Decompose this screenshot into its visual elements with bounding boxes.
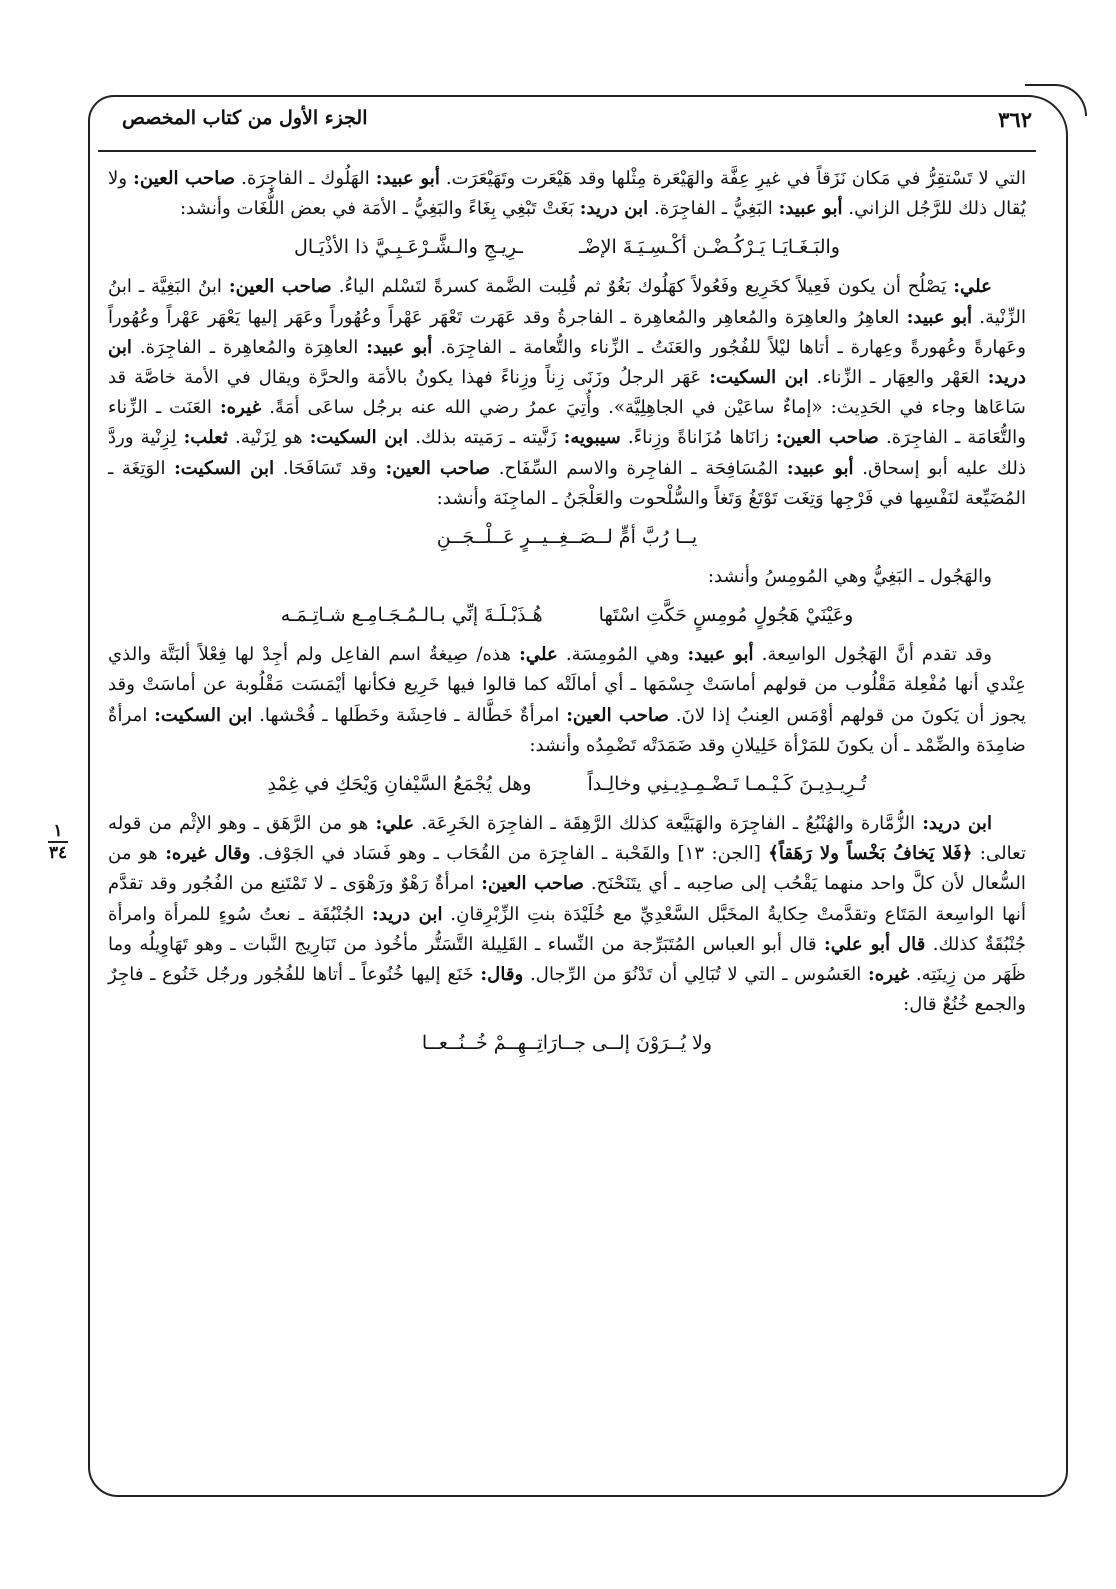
verse-3	[108, 598, 1026, 632]
verse-hemistich: هُـذَبْـلَـةَ إنِّي بـالـمُـجَـامِـع شـاتِـمَـه	[280, 604, 543, 627]
speaker: ابن السكيت:	[709, 367, 809, 389]
speaker: ابن السكيت:	[309, 427, 409, 449]
speaker: ابن دريد:	[108, 336, 1027, 389]
speaker: وقال غيره:	[165, 843, 251, 865]
speaker: صاحب العين:	[385, 457, 491, 479]
speaker: علي:	[953, 276, 992, 298]
margin-folio-bottom: ٣٤	[48, 843, 68, 863]
verse-hemistich: وهل يُجْمَعُ السَّيْفانِ وَيْحَكِ في غِمْدِ	[267, 773, 532, 796]
speaker: أبو عبيد:	[778, 198, 843, 220]
speaker: أبو عبيد:	[906, 306, 973, 328]
verse-4	[108, 767, 1026, 801]
verse-5	[108, 1026, 1026, 1060]
verse-hemistich: تُـرِيـدِيـنَ كَـيْـمـا تَـضْـمِـدِيـنِي وخالِـداً	[587, 773, 867, 796]
speaker: غيره:	[868, 964, 910, 986]
speaker: ابن دريد:	[922, 813, 993, 835]
speaker: أبو عبيد:	[366, 336, 433, 358]
speaker: قال أبو علي:	[824, 933, 926, 955]
speaker: وقال:	[480, 964, 524, 986]
running-title: الجزء الأول من كتاب المخصص	[122, 107, 368, 129]
page-number: ٣٦٢	[998, 107, 1032, 132]
speaker: علي:	[375, 813, 415, 835]
quran-quote: ﴿فَلا يَخافُ بَخْساً ولا رَهَقاً﴾	[768, 843, 973, 865]
speaker: صاحب العين:	[775, 427, 879, 449]
speaker: صاحب العين:	[566, 704, 670, 726]
speaker: غيره:	[219, 397, 262, 419]
page-body	[108, 164, 1026, 1464]
margin-folio-top: ١	[53, 821, 63, 841]
speaker: علي:	[519, 644, 558, 666]
paragraph-1: التي لا تَسْتقِرُّ في مَكان نَزَقاً في غيرِ عِفَّة والهَيْعَرة مِثْلها وقد هَيْعَرت وتَهَيْعَرَت. أبو عبيد: الهَلُوك ـ الفاجِرَة. صاحب العين: ولا يُقال ذلك للرَّجُل الزاني. أبو عبيد: البَغِيُّ ـ الفاجِرَة. ابن دريد: بَغَتْ تَبْغِي بِغَاءً والبَغِيُّ ـ الأمَة في بعض اللُّغَات وأنشد:	[108, 168, 1027, 220]
verse-hemistich: والبَـغَـايَـا يَـرْكُـضْـن أكْـسِـيَـةَ الإضْـ	[578, 236, 840, 259]
speaker: صاحب العين:	[228, 276, 332, 298]
speaker: أبو عبيد:	[687, 644, 754, 666]
speaker: صاحب العين:	[133, 168, 236, 189]
verse-hemistich: ـرِيـجِ والـشَّـرْعَـبِـيَّ ذا الأذْيَـال	[294, 236, 523, 259]
margin-folio-note	[40, 822, 76, 862]
verse-1	[108, 230, 1026, 264]
speaker: صاحب العين:	[481, 873, 585, 895]
header-divider	[98, 150, 1036, 152]
paragraph-3: والهَجُول ـ البَغِيُّ وهي المُومِسُ وأنشد:	[707, 566, 992, 588]
paragraph-5: ابن دريد: الزُّمَّارة والهُنْبُعُ ـ الفاجِرَة والهَبَيَّعة كذلك الرَّهِقَة ـ الفاجِرَة الخَرِعَة. علي: هو من الرَّهَق ـ وهو الإثْم من قوله تعالى: ﴿فَلا يَخافُ بَخْساً ولا رَهَقاً﴾ [الجن: ١٣] والقَحْبة ـ الفاجِرَة من القُحَاب ـ وهو فَسَاد في الجَوْف. وقال غيره: هو من السُّعال لأن كلَّ واحد منهما يَقْحُب إلى صاحِبه ـ أي يتَنَحْنَح. صاحب العين: امرأةٌ رَهْوٌ ورَهْوَى ـ لا تَمْتَنِع من الفُجُور وقد تقدَّم أنها الواسِعة المَتَاع وتقدَّمتْ حِكايةُ المخَبَّل السَّعْدِيِّ مع خُلَيْدَة بنتِ الزِّبْرِقانِ. ابن دريد: الجُنْبُقَة ـ نعتُ سُوءٍ للمرأة وامرأة جُنْبُقَةٌ كذلك. قال أبو علي: قال أبو العباس المُتَبَرِّجة من النِّساء ـ القَلِيلة التَّسَتُّر مأخُوذ من تَبَارِيج النَّبات ـ وهو تَهَاوِيلُه وما ظَهَر من زِينَتِه. غيره: العَسُوس ـ التي لا تُبَالِي أن تَدْنُوَ من الرِّجال. وقال: خَنَع إليها خُنُوعاً ـ أتاها للفُجُور ورجُل خَنُوع ـ فاجِرٌ والجمع خُنُعٌ قال:	[108, 813, 1027, 1016]
verse-hemistich: وعَيْنَيْ هَجُولٍ مُومِسٍ حَكَّتِ اسْتَها	[598, 604, 854, 627]
page-header	[110, 103, 1050, 147]
speaker: ثعلب:	[183, 427, 229, 449]
speaker: أبو عبيد:	[375, 168, 440, 189]
speaker: ابن السكيت:	[174, 457, 275, 479]
verse-2	[108, 520, 1026, 554]
verse-hemistich: ولا يُــرَوْنَ إلــى جــارَاتِــهِــمْ خُــنُــعــا	[421, 1032, 713, 1055]
speaker: ابن دريد:	[372, 903, 443, 925]
paragraph-4: وقد تقدم أنَّ الهَجُول الواسِعة. أبو عبيد: وهي المُومِسَة. علي: هذه/ صِيغةُ اسم الفاعِل ولم أجِدْ لها فِعْلاً ألبَتَّة والذي عِنْدي أنها مُفْعِلة مَقْلُوب من قولهم أماسَتْ جِسْمَها ـ أي أمالَتْه كما قالوا فيها خَرِيع فكأنها أيْمَسَت مَقْلُوبة عن أماسَتْ وقد يجوز أن يَكونَ من قولهم أوْمَس العِنبُ إذا لانَ. صاحب العين: امرأةٌ خَطَّالة ـ فاحِشَة وخَطَلها ـ فُحْشها. ابن السكيت: امرأةٌ ضامِدَة والضِّمْد ـ أن يكونَ للمَرْأة خَلِيلانِ وقد ضَمَدَتْه تَضْمِدُه وأنشد:	[108, 644, 1026, 756]
paragraph-2: علي: يَصْلُح أن يكون فَعِيلاً كخَرِيع وفَعُولاً كهَلُوك بَغُوٌ ثم قُلِبت الضَّمة كسرةً لتَسْلم الياءُ. صاحب العين: ابنُ البَغِيَّة ـ ابنُ الزِّنْية. أبو عبيد: العاهِرُ والعاهِرَة والمُعاهِر والمُعاهِرة ـ الفاجرةُ وقد عَهَرت تَعْهَر عَهْراً وعُهُوراً وعَهَر إليها يَعْهَر عَهْراً وعُهُوراً وعَهارةً وعُهورةً وعِهارة ـ أتاها ليْلاً للفُجُور والعَنَتُ ـ الزِّناء والتُّعامة ـ الفاجِرَة. أبو عبيد: العاهِرَة والمُعاهِرة ـ الفاجِرَة. ابن دريد: العَهْر والعِهَار ـ الزِّناء. ابن السكيت: عَهَر الرجلُ وزَنَى زِناً وزِناءً فهذا يكونُ بالأمَة والحرَّة ويقال في الأمة خاصَّة قد سَاعَاها وجاء في الحَدِيث: «إماءٌ ساعَيْن في الجاهِلِيَّة». وأُتِيَ عمرُ رضي الله عنه برجُل ساعَى أمَةً. غيره: العَنَت ـ الزِّناء والتُّعَامَة ـ الفاجِرَة. صاحب العين: زانَاها مُزَاناةً وزِناءً. سيبويه: زَنَّيته ـ رَمَيته بذلك. ابن السكيت: هو لِزَنْية. ثعلب: لِزِنْية وردَّ ذلك عليه أبو إسحاق. أبو عبيد: المُسَافِحَة ـ الفاجِرة والاسم السِّفَاح. صاحب العين: وقد تَسَافَحَا. ابن السكيت: الوَتِغَة ـ المُضَيِّعة لنَفْسِها في فَرْجِها وَتِغَت تَوْتَغُ وَتَغاً والسُّلْحوت والعَلْجَنُ ـ الماجِنَة وأنشد:	[108, 276, 1027, 509]
speaker: أبو عبيد:	[786, 457, 854, 479]
speaker: ابن السكيت:	[154, 704, 253, 726]
speaker: ابن دريد:	[579, 198, 649, 220]
verse-hemistich: يــا رُبَّ أمٍّ لــصَــغِــيــرٍ عَــلْــجَــنِ	[436, 526, 698, 549]
speaker: سيبويه:	[563, 427, 621, 449]
